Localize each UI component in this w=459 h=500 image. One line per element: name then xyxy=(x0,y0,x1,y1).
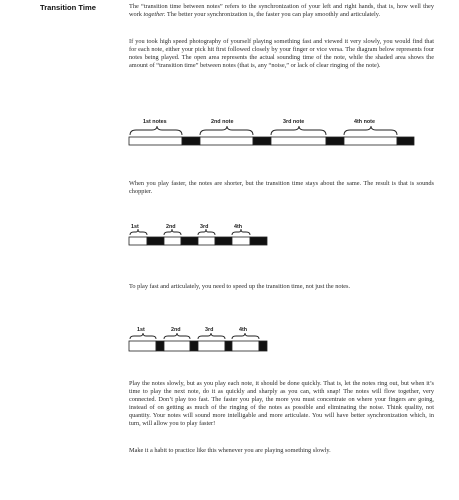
note-label: 1st xyxy=(137,327,145,333)
note-brace xyxy=(198,333,225,339)
paragraph-habit: Make it a habit to practice like this whenever you are playing something slowly. xyxy=(129,447,331,454)
note-label: 4th note xyxy=(354,119,375,125)
intro-text-b: The better your synchronization is, the faster you can play smoothly and articulately. xyxy=(165,10,381,18)
note-label: 4th xyxy=(239,327,248,333)
transition-shaded-segment xyxy=(225,341,232,351)
paragraph-practice-method: Play the notes slowly, but as you play each note, it should be done quickly. That is, let the notes ring out, but when it’s time to play the next note, do it as quickly and sharply as you can, with snap! The notes will flow together, very connected. Don’t play too fast. The faster you play, the more you must concentrate on where your fingers are going, instead of on getting as much of the ringing of the notes as possible and eliminating the noise. Think quality, not quantity. Your notes will sound more intelligable and more articulate. You will have better synchronization which, in turn, will allow you to play faster! xyxy=(129,380,434,427)
note-open-segment xyxy=(232,341,259,351)
note-label: 2nd xyxy=(166,224,176,230)
note-open-segment xyxy=(164,341,190,351)
note-open-segment xyxy=(198,341,225,351)
note-label: 1st xyxy=(131,224,139,230)
intro-text-a: The “transition time between notes” refers to the synchronization of your left and right hands, that is, how well they work xyxy=(129,3,434,18)
note-open-segment xyxy=(129,341,156,351)
note-label: 3rd note xyxy=(283,119,305,125)
transition-shaded-segment xyxy=(156,341,164,351)
intro-emphasis: together. xyxy=(143,10,166,18)
note-label: 2nd xyxy=(171,327,181,333)
note-label: 2nd note xyxy=(211,119,234,125)
note-label: 3rd xyxy=(200,224,209,230)
note-label: 3rd xyxy=(205,327,214,333)
paragraph-faster: When you play faster, the notes are shorter, but the transition time stays about the same. The result is that is sounds choppier. xyxy=(129,180,434,195)
note-brace xyxy=(232,333,259,339)
paragraph-photography: If you took high speed photography of yourself playing something fast and viewed it very slowly, you would find that for each note, either your pick hit first followed closely by your finger or vice versa. The diagram below represents four notes being played. The open area represents the actual sounding time of the note, while the shaded area shows the amount of “transition time” between notes (that is, any “noise,” or lack of clear ringing of the note). xyxy=(129,38,434,69)
note-label: 4th xyxy=(234,224,243,230)
note-label: 1st notes xyxy=(143,119,167,125)
paragraph-speed-up: To play fast and articulately, you need to speed up the transition time, not just the notes. xyxy=(129,283,351,290)
transition-shaded-segment xyxy=(259,341,267,351)
transition-shaded-segment xyxy=(190,341,198,351)
section-heading: Transition Time xyxy=(40,3,96,12)
note-brace xyxy=(164,333,190,339)
note-brace xyxy=(130,333,156,339)
